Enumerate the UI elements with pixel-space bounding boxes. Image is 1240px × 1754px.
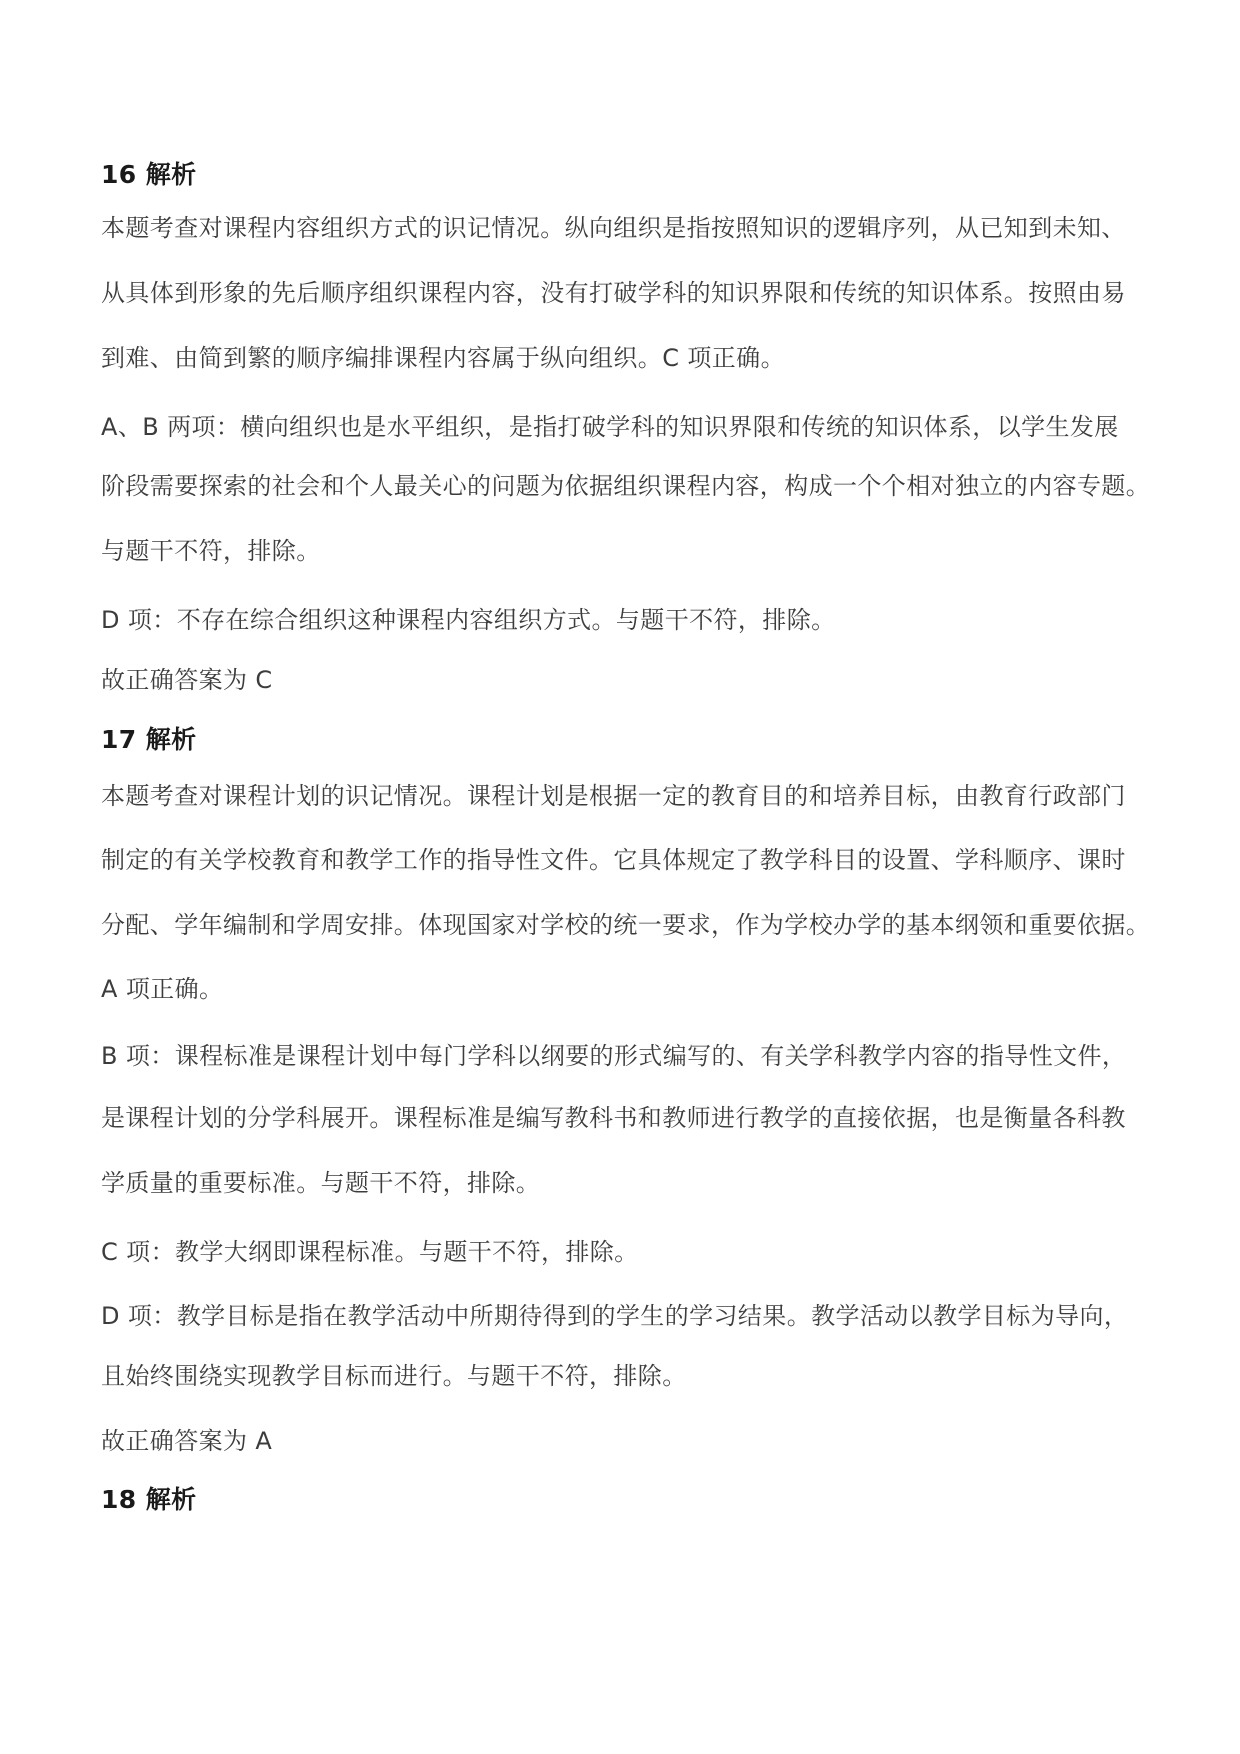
answer-line: 故正确答案为 C <box>101 666 273 694</box>
paragraph-line: 制定的有关学校教育和教学工作的指导性文件。它具体规定了教学科目的设置、学科顺序、课时 <box>101 846 1126 874</box>
paragraph-line: D 项：不存在综合组织这种课程内容组织方式。与题干不符，排除。 <box>101 606 836 634</box>
answer-line: 故正确答案为 A <box>101 1427 273 1455</box>
paragraph-line: 是课程计划的分学科展开。课程标准是编写教科书和教师进行教学的直接依据，也是衡量各科教 <box>101 1104 1126 1132</box>
paragraph-line: C 项：教学大纲即课程标准。与题干不符，排除。 <box>101 1238 639 1266</box>
paragraph-line: 本题考查对课程计划的识记情况。课程计划是根据一定的教育目的和培养目标，由教育行政部门 <box>101 782 1126 810</box>
paragraph-line: A 项正确。 <box>101 975 224 1003</box>
paragraph-line: 且始终围绕实现教学目标而进行。与题干不符，排除。 <box>101 1362 687 1390</box>
paragraph-line: 阶段需要探索的社会和个人最关心的问题为依据组织课程内容，构成一个个相对独立的内容专题。 <box>101 472 1151 500</box>
paragraph-line: 分配、学年编制和学周安排。体现国家对学校的统一要求，作为学校办学的基本纲领和重要依据。 <box>101 911 1151 939</box>
paragraph-line: B 项：课程标准是课程计划中每门学科以纲要的形式编写的、有关学科教学内容的指导性文件， <box>101 1042 1127 1070</box>
section-heading-17: 17 解析 <box>101 725 197 754</box>
paragraph-line: 学质量的重要标准。与题干不符，排除。 <box>101 1169 541 1197</box>
section-heading-18: 18 解析 <box>101 1485 197 1514</box>
section-heading-16: 16 解析 <box>101 160 197 189</box>
paragraph-line: 本题考查对课程内容组织方式的识记情况。纵向组织是指按照知识的逻辑序列，从已知到未知、 <box>101 214 1126 242</box>
paragraph-line: A、B 两项：横向组织也是水平组织，是指打破学科的知识界限和传统的知识体系，以学生发展 <box>101 413 1119 441</box>
paragraph-line: 与题干不符，排除。 <box>101 537 321 565</box>
paragraph-line: 从具体到形象的先后顺序组织课程内容，没有打破学科的知识界限和传统的知识体系。按照由易 <box>101 279 1126 307</box>
paragraph-line: D 项：教学目标是指在教学活动中所期待得到的学生的学习结果。教学活动以教学目标为导向， <box>101 1302 1129 1330</box>
paragraph-line: 到难、由简到繁的顺序编排课程内容属于纵向组织。C 项正确。 <box>101 344 785 372</box>
